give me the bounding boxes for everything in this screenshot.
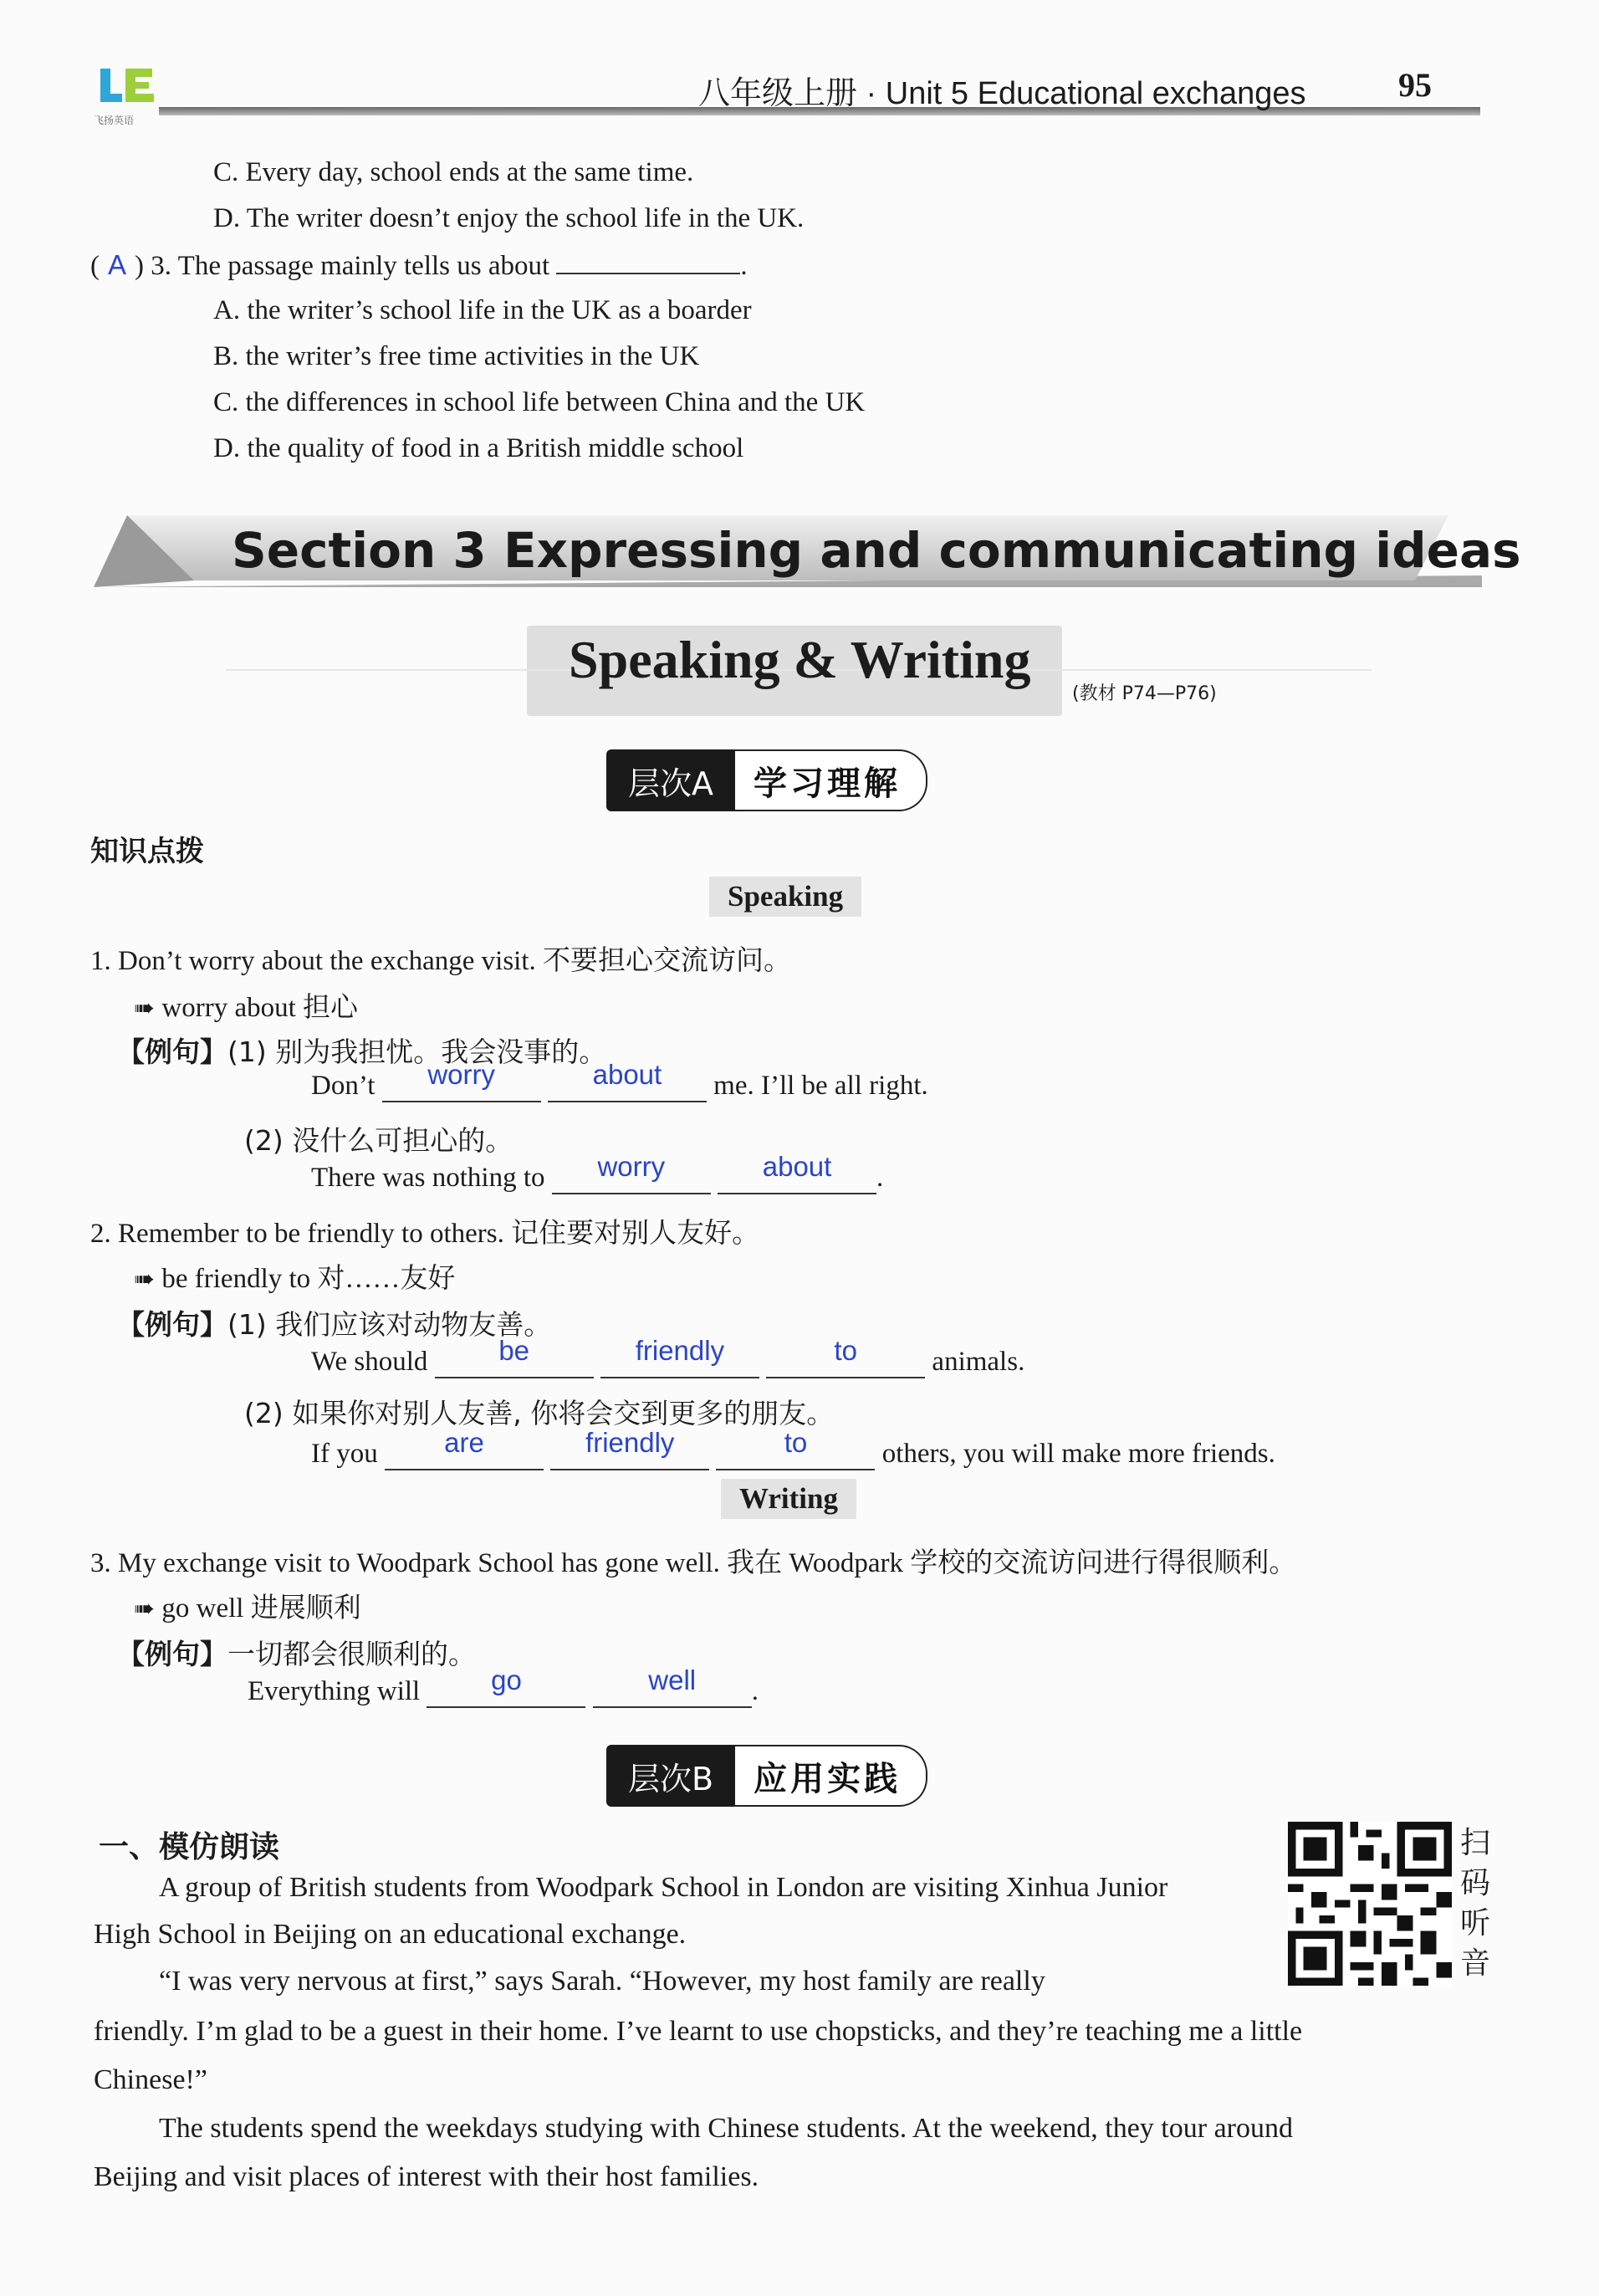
q3-option-b: B. the writer’s free time activities in the UK <box>213 341 700 371</box>
reading-line-4: friendly. I’m glad to be a guest in their home. I’ve learnt to use chopsticks, and they’re teaching me a little <box>94 2016 1303 2047</box>
answer-blank: worry <box>552 1163 711 1194</box>
level-a-label: 学习理解 <box>735 749 927 811</box>
example-text: Don’t <box>311 1071 375 1101</box>
reading-line-3: “I was very nervous at first,” says Sarah. “However, my host family are really <box>159 1966 1045 1997</box>
reading-line-1: A group of British students from Woodpark School in London are visiting Xinhua Junior <box>159 1872 1168 1903</box>
section-banner <box>94 510 1521 594</box>
example-text: . <box>751 1676 759 1706</box>
qr-label: 扫码听音 <box>1460 1826 1491 1981</box>
logo-icon <box>94 60 161 126</box>
option-c: C. Every day, school ends at the same time. <box>213 157 694 187</box>
writing-heading: Writing <box>721 1479 856 1519</box>
level-a-badge <box>606 749 927 811</box>
reading-line-6: The students spend the weekdays studying with Chinese students. At the weekend, they tour around <box>159 2113 1293 2144</box>
answer-blank: worry <box>382 1071 541 1102</box>
logo-text: 飞扬英语 <box>94 115 135 126</box>
q3-option-c: C. the differences in school life between China and the UK <box>213 387 866 417</box>
arrow-icon: ➠ <box>134 1266 156 1293</box>
level-b-tag: 层次B <box>606 1745 735 1807</box>
level-b-label: 应用实践 <box>735 1745 927 1807</box>
point-2-example-2-cn: (2) 如果你对别人友善, 你将会交到更多的朋友。 <box>244 1397 835 1429</box>
point-1-example-2-en <box>311 1151 884 1194</box>
example-tag: 【例句】 <box>117 1638 227 1670</box>
arrow-icon: ➠ <box>134 1595 156 1623</box>
answer-blank: about <box>718 1163 876 1194</box>
question-3: ( A ) 3. The passage mainly tells us about . <box>90 249 748 281</box>
answer-blank: to <box>716 1439 875 1470</box>
example-text: If you <box>311 1439 378 1469</box>
level-b-badge <box>606 1745 927 1807</box>
reading-line-2: High School in Beijing on an educational exchange. <box>94 1919 687 1950</box>
example-text: We should <box>311 1347 428 1377</box>
example-text: animals. <box>932 1347 1025 1377</box>
question-3-stem: 3. The passage mainly tells us about <box>151 251 550 281</box>
point-1-phrase-row <box>134 985 358 1025</box>
answer-blank: to <box>766 1347 925 1378</box>
page-number: 95 <box>1398 66 1432 104</box>
knowledge-heading: 知识点拨 <box>90 835 204 868</box>
textbook-pages: (教材 P74—P76) <box>1072 683 1217 704</box>
example-1-cn: 一切都会很顺利的。 <box>227 1638 476 1670</box>
page-header-title: 八年级上册 · Unit 5 Educational exchanges <box>698 76 1306 111</box>
answer-blank: go <box>427 1676 585 1708</box>
point-1-example-1-en <box>311 1059 928 1102</box>
answer-q3: A <box>108 249 127 280</box>
speaking-heading: Speaking <box>709 877 861 917</box>
example-1-cn: (1) 我们应该对动物友善。 <box>227 1308 552 1341</box>
point-2-phrase: be friendly to 对……友好 <box>161 1264 456 1294</box>
answer-blank: friendly <box>550 1439 709 1470</box>
point-3-phrase: go well 进展顺利 <box>161 1593 361 1624</box>
point-2-sentence: 2. Remember to be friendly to others. 记住要对别人友好。 <box>90 1219 760 1249</box>
point-3-example-row-1 <box>117 1633 476 1672</box>
answer-blank: are <box>385 1439 544 1470</box>
point-1-sentence: 1. Don’t worry about the exchange visit. 不要担心交流访问。 <box>90 946 792 976</box>
example-text: Everything will <box>248 1676 421 1706</box>
reading-line-7: Beijing and visit places of interest with their host families. <box>94 2161 759 2192</box>
qr-code-icon[interactable] <box>1288 1822 1452 1986</box>
example-text: . <box>876 1163 884 1193</box>
example-1-cn: (1) 别为我担忧。我会没事的。 <box>227 1036 607 1068</box>
point-1-example-row-1 <box>117 1030 606 1070</box>
q3-option-a: A. the writer’s school life in the UK as a boarder <box>213 295 752 325</box>
point-2-phrase-row <box>134 1256 455 1296</box>
point-1-example-2-cn: (2) 没什么可担心的。 <box>244 1124 513 1157</box>
arrow-icon: ➠ <box>134 995 156 1022</box>
point-3-example-1-en <box>248 1664 759 1708</box>
answer-blank: about <box>548 1071 707 1102</box>
section-banner-title: Section 3 Expressing and communicating ideas <box>232 522 1521 579</box>
q3-option-d: D. the quality of food in a British middle school <box>213 433 744 463</box>
example-text: me. I’ll be all right. <box>713 1071 928 1101</box>
example-tag: 【例句】 <box>117 1036 227 1068</box>
point-3-phrase-row <box>134 1586 361 1625</box>
example-text: others, you will make more friends. <box>881 1439 1275 1469</box>
example-text: There was nothing to <box>311 1163 545 1193</box>
point-2-example-1-en <box>311 1335 1025 1378</box>
speaking-writing-title: Speaking & Writing <box>569 630 1031 689</box>
reading-line-5: Chinese!” <box>94 2064 207 2095</box>
point-1-phrase: worry about 担心 <box>161 993 359 1023</box>
point-2-example-row-1 <box>117 1303 551 1342</box>
answer-blank: be <box>435 1347 594 1378</box>
option-d: D. The writer doesn’t enjoy the school life in the UK. <box>213 203 805 233</box>
example-tag: 【例句】 <box>117 1308 227 1341</box>
answer-blank: well <box>593 1676 752 1708</box>
reading-heading: 一、模仿朗读 <box>99 1830 280 1864</box>
point-2-example-2-en <box>311 1427 1275 1470</box>
point-3-sentence: 3. My exchange visit to Woodpark School has gone well. 我在 Woodpark 学校的交流访问进行得很顺利。 <box>90 1548 1297 1578</box>
level-a-tag: 层次A <box>606 749 735 811</box>
answer-blank: friendly <box>600 1347 759 1378</box>
